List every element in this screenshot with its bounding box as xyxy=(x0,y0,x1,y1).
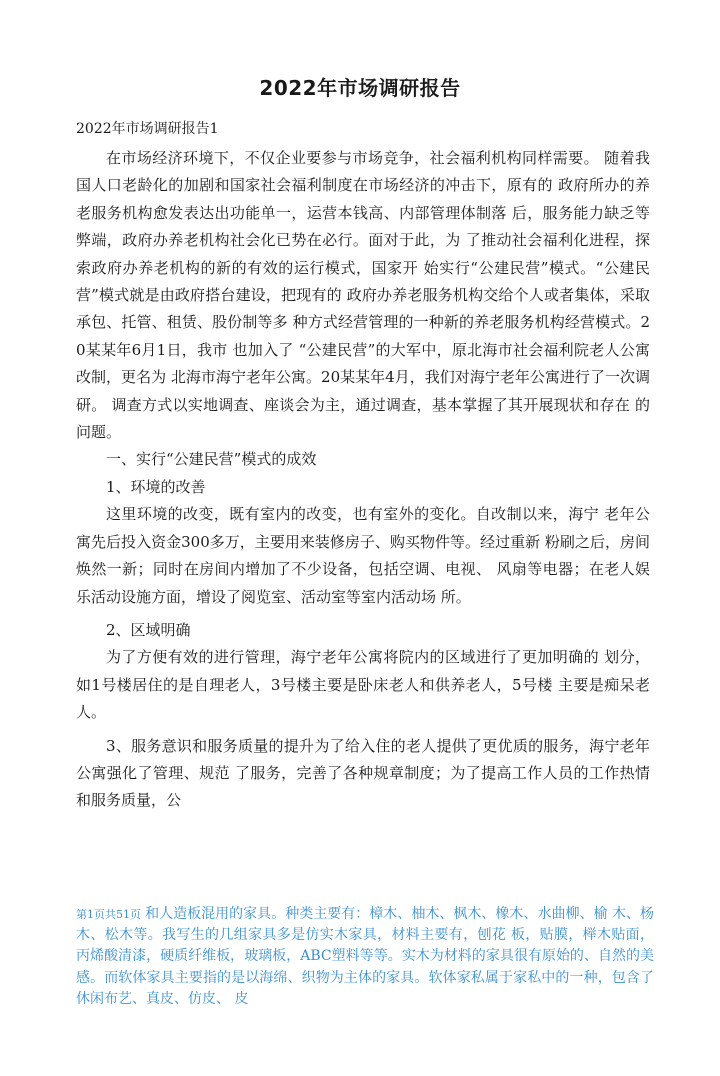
intro-paragraph: 在市场经济环境下，不仅企业要参与市场竞争，社会福利机构同样需要。 随着我国人口老龄化的加剧和国家社会福利制度在市场经济的冲击下，原有的 政府所办的养老服务机构愈发表达出功能单一，运营本钱高、内部管理体制落 后，服务能力缺乏等弊端，政府办养老机构社会化已势在必行。面对于此，为 了推动社会福利化进程，探索政府办养老机构的新的有效的运行模式，国家开 始实行“公建民营”模式。“公建民营”模式就是由政府搭台建设，把现有的 政府办养老服务机构交给个人或者集体，采取承包、托管、租赁、股份制等多 种方式经营管理的一种新的养老服务机构经营模式。20某某年6月1日，我市 也加入了 “公建民营”的大军中，原北海市社会福利院老人公寓改制，更名为 北海市海宁老年公寓。20某某年4月，我们对海宁老年公寓进行了一次调研。 调查方式以实地调查、座谈会为主，通过调查，基本掌握了其开展现状和存在 的问题。 xyxy=(76,149,650,442)
service-paragraph: 3、服务意识和服务质量的提升为了给入住的老人提供了更优质的服务，海宁老年公寓强化了管理、规范 了服务，完善了各种规章制度；为了提高工作人员的工作热情和服务质量，公 xyxy=(76,736,650,810)
environment-paragraph: 这里环境的改变，既有室内的改变，也有室外的变化。自改制以来，海宁 老年公寓先后投入资金300多万，主要用来装修房子、购买物件等。经过重新 粉刷之后，房间焕然一新；同时在房间内增加了不少设备，包括空调、电视、 风扇等电器；在老人娱乐活动设施方面，增设了阅览室、活动室等室内活动场 所。 xyxy=(76,505,650,606)
document-title: 2022年市场调研报告 xyxy=(259,76,461,100)
footer-text: 和人造板混用的家具。种类主要有：樟木、柚木、枫木、橡木、水曲柳、榆 木、杨木、松木等。我写生的几组家具多是仿实木家具，材料主要有，刨花 板，贴膜，榉木贴面，丙烯酸清漆，硬质纤维板，玻璃板，ABC塑料等等。实木为材料的家具很有原始的、自然的美感。而软体家具主要指的是以海绵、织物为主体的家具。软体家私属于家私中的一种，包含了休闲布艺、真皮、仿皮、 皮 xyxy=(76,906,654,1007)
section-heading-1: 一、实行“公建民营”模式的成效 xyxy=(106,450,317,469)
area-paragraph: 为了方便有效的进行管理，海宁老年公寓将院内的区域进行了更加明确的 划分，如1号楼居住的是自理老人，3号楼主要是卧床老人和供养老人，5号楼 主要是痴呆老人。 xyxy=(76,648,650,722)
subsection-heading-area: 2、区域明确 xyxy=(106,620,191,639)
page-footer xyxy=(76,904,654,1010)
page-number: 第1页共51页 xyxy=(76,908,142,921)
document-body xyxy=(76,145,650,815)
subsection-heading-environment: 1、环境的改善 xyxy=(106,477,206,496)
document-subtitle: 2022年市场调研报告1 xyxy=(76,121,219,137)
